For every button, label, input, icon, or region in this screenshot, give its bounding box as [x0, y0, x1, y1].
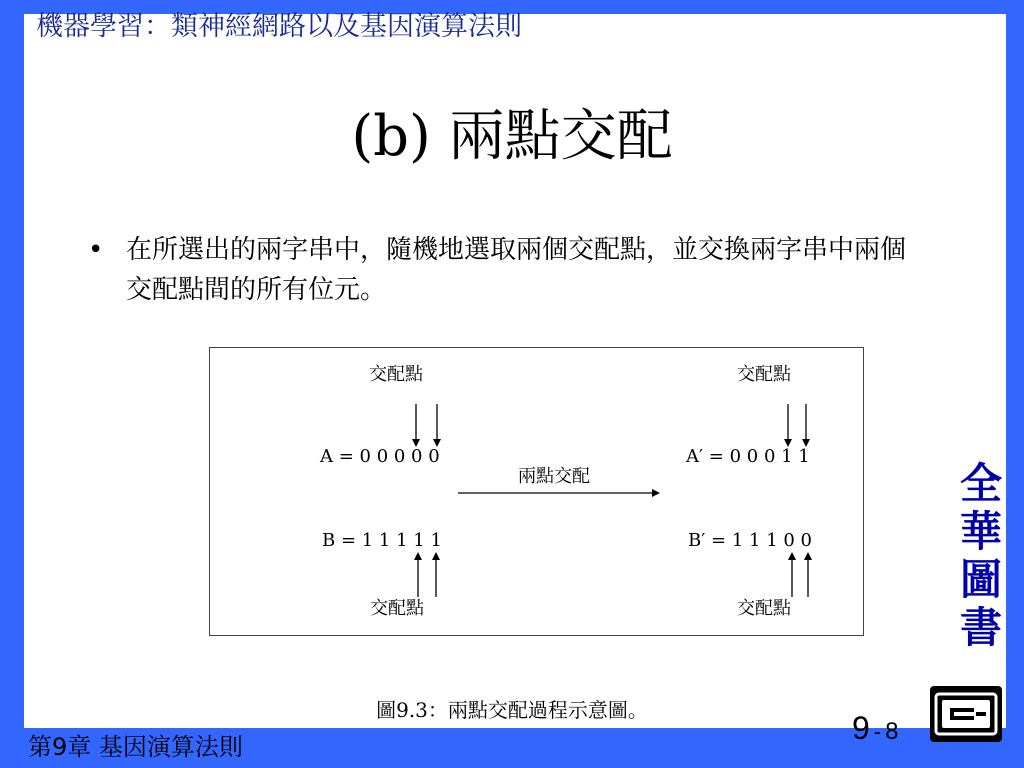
figure-caption: 圖9.3：兩點交配過程示意圖。 [376, 698, 648, 722]
page-separator: - [873, 719, 882, 744]
page-chapter-number: 9 [852, 710, 870, 746]
bullet-symbol: • [88, 235, 104, 265]
crossover-figure [209, 347, 864, 636]
crossover-point-label-top-right: 交配點 [737, 364, 791, 385]
crossover-point-label-top-left: 交配點 [369, 364, 423, 385]
parent-a-string: A = 0 0 0 0 0 [320, 446, 440, 467]
publisher-logo-icon [930, 686, 1002, 742]
crossover-point-label-bottom-left: 交配點 [370, 598, 424, 619]
footer-chapter: 第9章 基因演算法則 [28, 733, 243, 761]
bullet-text: 在所選出的兩字串中，隨機地選取兩個交配點，並交換兩字串中兩個交配點間的所有位元。 [126, 235, 907, 305]
slide-title: (b) 兩點交配 [351, 104, 673, 169]
figure-arrows [210, 348, 865, 637]
publisher-name: 全華圖書 [959, 459, 1002, 652]
offspring-a-string: A′ = 0 0 0 1 1 [686, 446, 810, 467]
parent-b-string: B = 1 1 1 1 1 [322, 530, 442, 551]
operation-label: 兩點交配 [518, 466, 590, 487]
header-title: 機器學習：類神經網路以及基因演算法則 [36, 11, 522, 42]
bullet-item [88, 230, 918, 310]
offspring-b-string: B′ = 1 1 1 0 0 [688, 530, 812, 551]
page-number-value: 8 [885, 718, 899, 745]
page-number [852, 712, 898, 746]
crossover-point-label-bottom-right: 交配點 [737, 598, 791, 619]
